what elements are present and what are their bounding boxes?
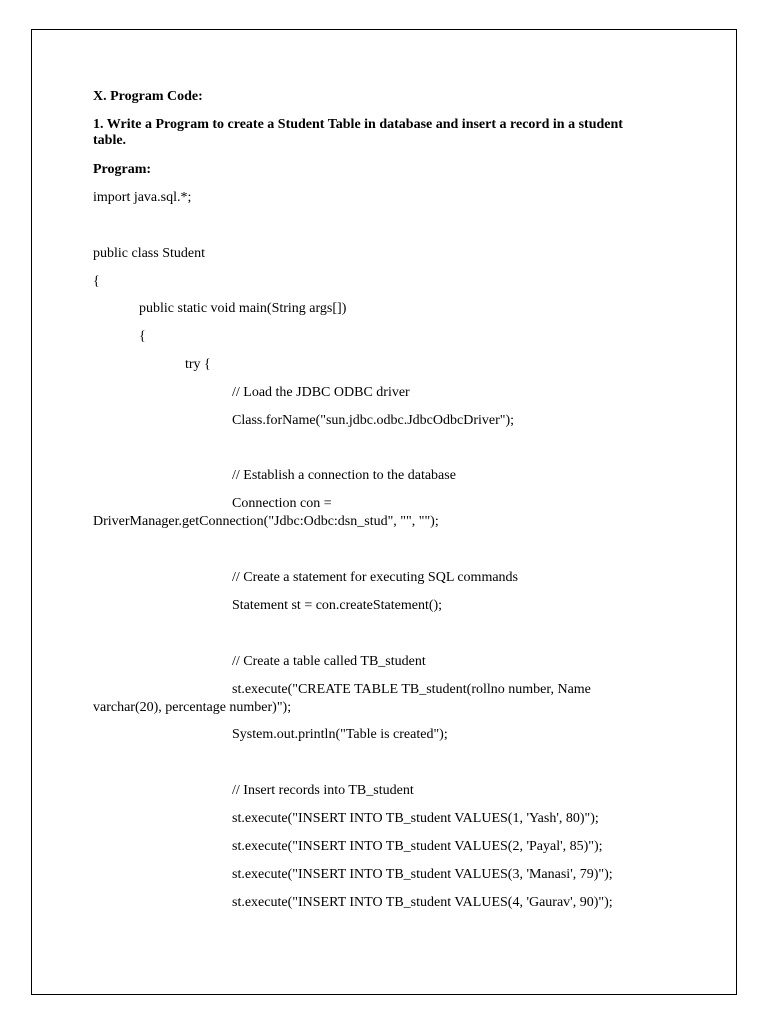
code-open-class: { <box>93 274 100 289</box>
code-comment-connect: // Establish a connection to the database <box>232 468 456 483</box>
code-try-open: try { <box>185 357 211 372</box>
code-comment-insert: // Insert records into TB_student <box>232 783 414 798</box>
question-text: 1. Write a Program to create a Student Table in database and insert a record in a student table. <box>93 117 623 148</box>
code-create-table-1: st.execute("CREATE TABLE TB_student(rollno number, Name <box>232 682 591 697</box>
code-insert-line: st.execute("INSERT INTO TB_student VALUES(3, 'Manasi', 79)"); <box>232 867 613 882</box>
code-comment-statement: // Create a statement for executing SQL commands <box>232 570 519 585</box>
code-class-forname: Class.forName("sun.jdbc.odbc.JdbcOdbcDriver"); <box>232 413 515 428</box>
code-statement-decl: Statement st = con.createStatement(); <box>232 598 443 613</box>
code-comment-load: // Load the JDBC ODBC driver <box>232 385 410 400</box>
code-insert-line: st.execute("INSERT INTO TB_student VALUES(1, 'Yash', 80)"); <box>232 811 599 826</box>
code-connection-call: DriverManager.getConnection("Jdbc:Odbc:dsn_stud", "", ""); <box>93 514 439 529</box>
code-connection-decl: Connection con = <box>232 496 332 511</box>
code-create-table-2: varchar(20), percentage number)"); <box>93 700 292 715</box>
code-import: import java.sql.*; <box>93 190 192 205</box>
code-comment-table: // Create a table called TB_student <box>232 654 426 669</box>
program-label: Program: <box>93 162 152 177</box>
code-class-decl: public class Student <box>93 246 205 261</box>
code-insert-line: st.execute("INSERT INTO TB_student VALUES(2, 'Payal', 85)"); <box>232 839 603 854</box>
code-insert-line: st.execute("INSERT INTO TB_student VALUES(4, 'Gaurav', 90)"); <box>232 895 613 910</box>
code-open-main: { <box>139 329 146 344</box>
section-heading: X. Program Code: <box>93 89 203 104</box>
code-main-decl: public static void main(String args[]) <box>139 301 347 316</box>
code-println-table: System.out.println("Table is created"); <box>232 727 448 742</box>
